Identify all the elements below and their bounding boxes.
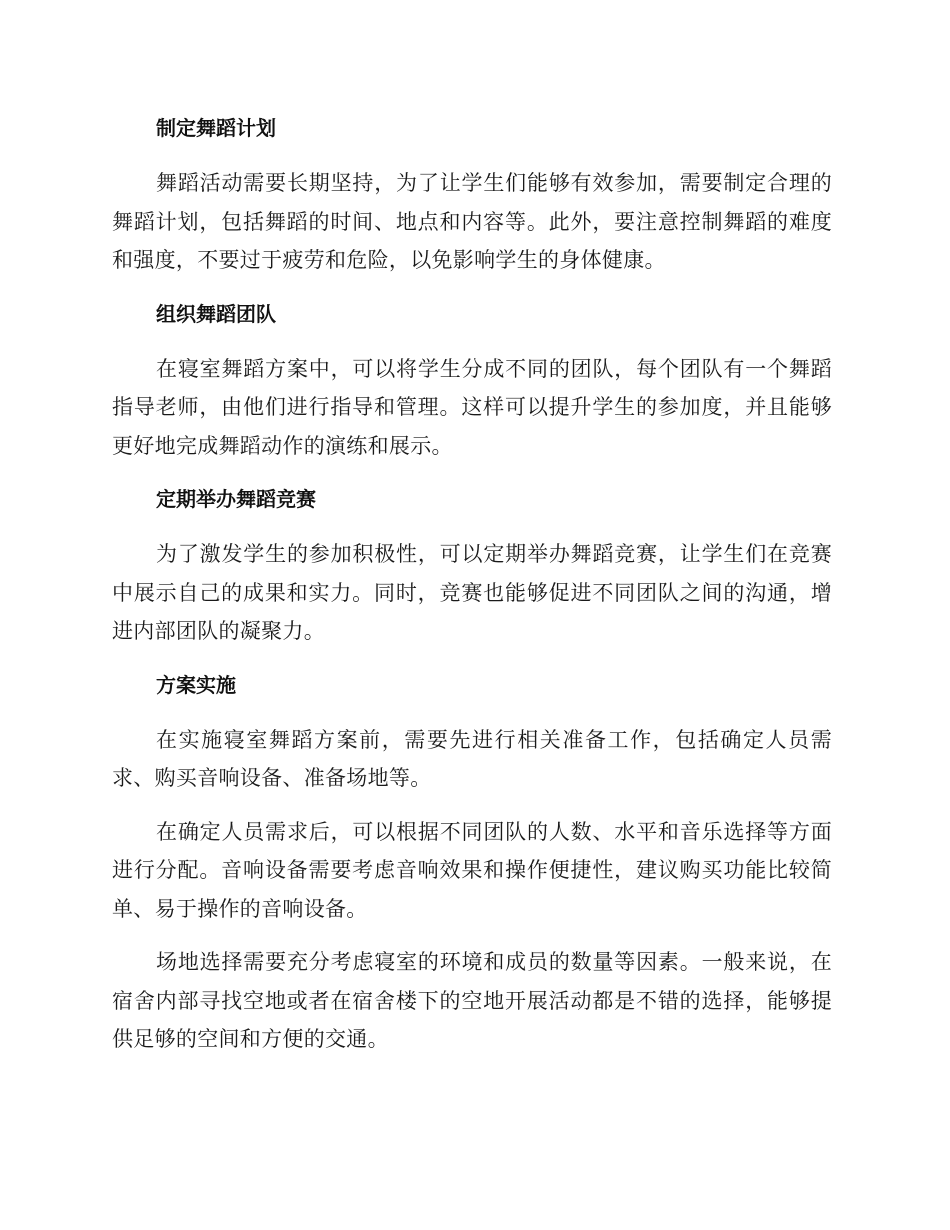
section-heading-dance-team: 组织舞蹈团队	[156, 301, 276, 326]
section-heading-implementation: 方案实施	[156, 672, 236, 697]
paragraph-dance-team: 在寝室舞蹈方案中，可以将学生分成不同的团队，每个团队有一个舞蹈指导老师，由他们进行指导和管理。这样可以提升学生的参加度，并且能够更好地完成舞蹈动作的演练和展示。	[112, 356, 832, 458]
paragraph-dance-plan: 舞蹈活动需要长期坚持，为了让学生们能够有效参加，需要制定合理的舞蹈计划，包括舞蹈的时间、地点和内容等。此外，要注意控制舞蹈的难度和强度，不要过于疲劳和危险，以免影响学生的身体健康。	[112, 171, 832, 272]
document-page	[112, 110, 832, 1059]
paragraph-implementation-allocation: 在确定人员需求后，可以根据不同团队的人数、水平和音乐选择等方面进行分配。音响设备需要考虑音响效果和操作便捷性，建议购买功能比较简单、易于操作的音响设备。	[112, 819, 832, 921]
section-heading-dance-competition: 定期举办舞蹈竞赛	[156, 487, 316, 511]
paragraph-implementation-preparation: 在实施寝室舞蹈方案前，需要先进行相关准备工作，包括确定人员需求、购买音响设备、准备场地等。	[112, 727, 832, 790]
paragraph-implementation-venue: 场地选择需要充分考虑寝室的环境和成员的数量等因素。一般来说，在宿舍内部寻找空地或者在宿舍楼下的空地开展活动都是不错的选择，能够提供足够的空间和方便的交通。	[112, 950, 832, 1051]
paragraph-dance-competition: 为了激发学生的参加积极性，可以定期举办舞蹈竞赛，让学生们在竞赛中展示自己的成果和实力。同时，竞赛也能够促进不同团队之间的沟通，增进内部团队的凝聚力。	[112, 542, 832, 643]
section-heading-dance-plan: 制定舞蹈计划	[156, 116, 276, 140]
